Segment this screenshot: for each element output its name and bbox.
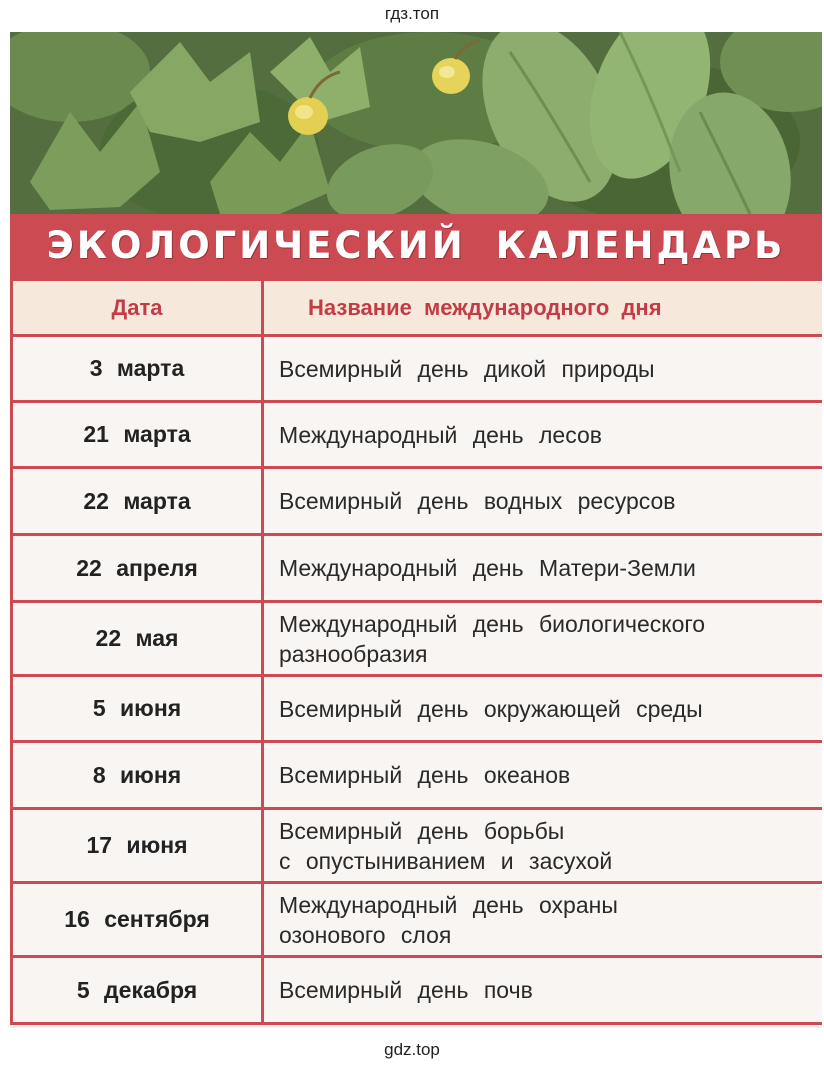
day-name-cell [263, 742, 823, 809]
day-name-line: Всемирный день почв [279, 977, 533, 1003]
date-cell: 22 марта [12, 468, 263, 535]
plant-photo [10, 32, 822, 214]
day-name-line: Всемирный день водных ресурсов [279, 488, 676, 514]
day-name-cell [263, 468, 823, 535]
eco-calendar-table [10, 278, 822, 1025]
name-column-header: Название международного дня [263, 280, 823, 336]
day-name-cell [263, 602, 823, 676]
day-name-cell [263, 336, 823, 402]
day-name-line: разнообразия [279, 640, 428, 667]
watermark-bottom: gdz.top [384, 1040, 440, 1059]
day-name-line: Международный день биологического [279, 610, 706, 637]
page-title: ЭКОЛОГИЧЕСКИЙ КАЛЕНДАРЬ [46, 224, 786, 267]
day-name-cell [263, 535, 823, 602]
table-row [12, 402, 823, 468]
day-name-line: Всемирный день океанов [279, 762, 571, 788]
day-name-line: озонового слоя [279, 921, 452, 948]
date-cell: 3 марта [12, 336, 263, 402]
date-cell: 5 июня [12, 676, 263, 742]
day-name-line: с опустыниванием и засухой [279, 847, 613, 874]
day-name-line: Всемирный день борьбы [279, 817, 565, 844]
table-row [12, 336, 823, 402]
table-row [12, 883, 823, 957]
table-row [12, 468, 823, 535]
table-row [12, 809, 823, 883]
day-name-cell [263, 883, 823, 957]
date-cell: 22 мая [12, 602, 263, 676]
table-row [12, 535, 823, 602]
day-name-cell [263, 809, 823, 883]
title-banner [10, 214, 822, 278]
day-name-cell [263, 676, 823, 742]
date-cell: 5 декабря [12, 957, 263, 1024]
day-name-line: Международный день Матери-Земли [279, 555, 696, 581]
table-row [12, 957, 823, 1024]
date-cell: 17 июня [12, 809, 263, 883]
day-name-line: Всемирный день окружающей среды [279, 695, 703, 722]
date-cell: 22 апреля [12, 535, 263, 602]
table-header-row [12, 280, 823, 336]
day-name-line: Всемирный день дикой природы [279, 355, 655, 382]
day-name-cell [263, 402, 823, 468]
day-name-line: Международный день лесов [279, 421, 602, 448]
date-column-header: Дата [12, 280, 263, 336]
table-row [12, 676, 823, 742]
date-cell: 21 марта [12, 402, 263, 468]
day-name-line: Международный день охраны [279, 891, 618, 918]
watermark-top: гдз.топ [384, 4, 440, 23]
eco-calendar-page [10, 32, 822, 1028]
table-row [12, 602, 823, 676]
table-row [12, 742, 823, 809]
date-cell: 16 сентября [12, 883, 263, 957]
date-cell: 8 июня [12, 742, 263, 809]
day-name-cell [263, 957, 823, 1024]
